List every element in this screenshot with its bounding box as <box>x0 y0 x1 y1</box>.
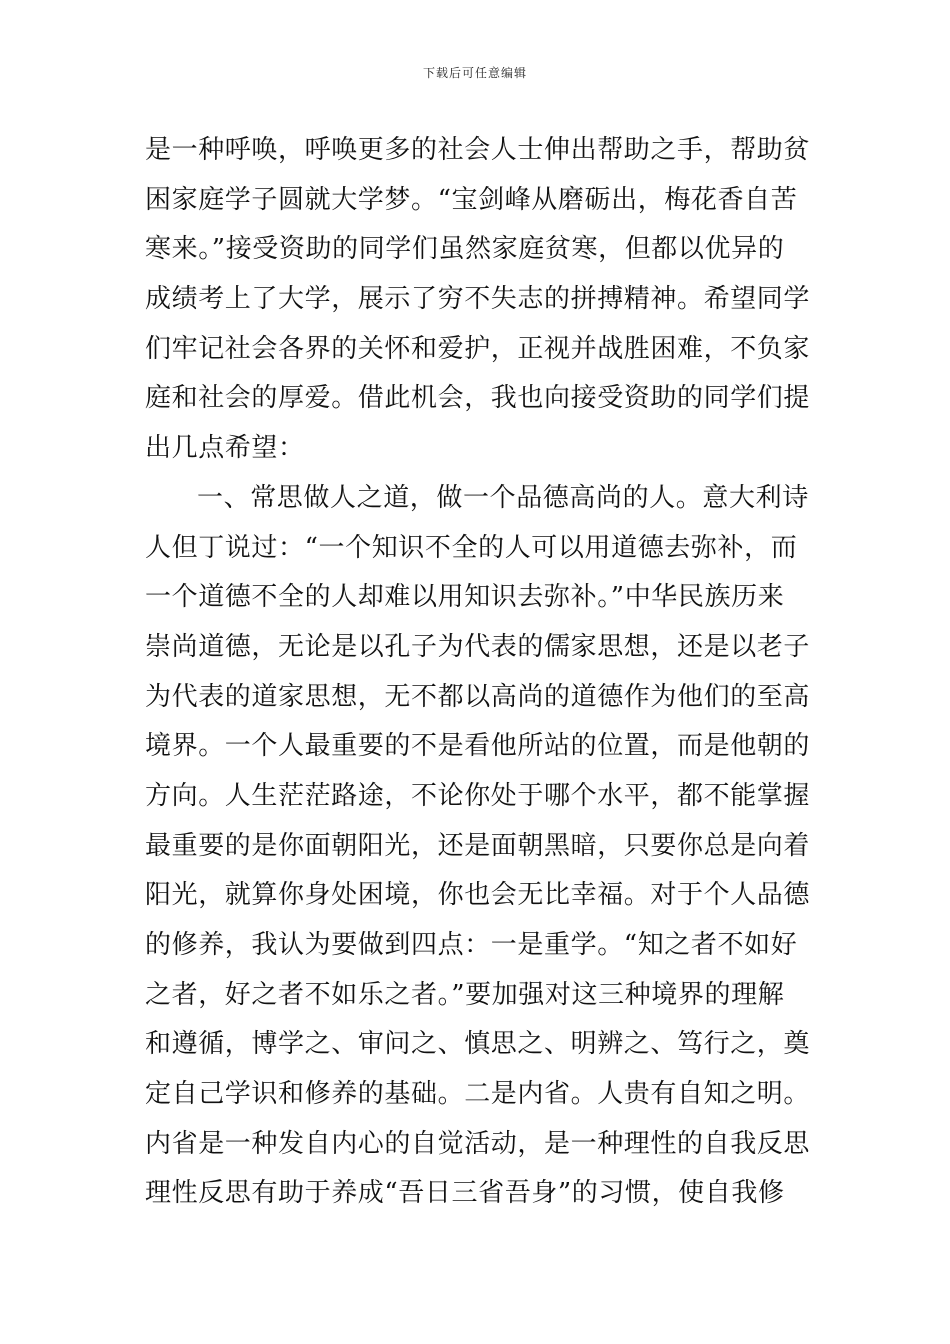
text-line: 阳光，就算你身处困境，你也会无比幸福。对于个人品德 <box>145 880 811 911</box>
text-line: 境界。一个人最重要的不是看他所站的位置，而是他朝的 <box>145 731 811 762</box>
text-line: 一、常思做人之道，做一个品德高尚的人。意大利诗 <box>197 482 809 513</box>
text-line: 崇尚道德，无论是以孔子为代表的儒家思想，还是以老子 <box>145 631 811 662</box>
text-line: 寒来。”接受资助的同学们虽然家庭贫寒，但都以优异的 <box>145 234 785 265</box>
text-line: 和遵循，博学之、审问之、慎思之、明辨之、笃行之，奠 <box>145 1029 811 1060</box>
text-line: 方向。人生茫茫路途，不论你处于哪个水平，都不能掌握 <box>145 780 811 811</box>
text-line: 为代表的道家思想，无不都以高尚的道德作为他们的至高 <box>145 681 811 712</box>
text-line: 成绩考上了大学，展示了穷不失志的拼搏精神。希望同学 <box>145 284 811 315</box>
text-line: 是一种呼唤，呼唤更多的社会人士伸出帮助之手，帮助贫 <box>145 135 811 165</box>
text-line: 庭和社会的厚爱。借此机会，我也向接受资助的同学们提 <box>145 383 811 414</box>
text-line: 出几点希望： <box>145 433 305 464</box>
text-line: 最重要的是你面朝阳光，还是面朝黑暗，只要你总是向着 <box>145 830 811 861</box>
text-line: 之者，好之者不如乐之者。”要加强对这三种境界的理解 <box>145 979 785 1010</box>
text-line: 困家庭学子圆就大学梦。“宝剑峰从磨砺出，梅花香自苦 <box>145 184 798 215</box>
text-line: 一个道德不全的人却难以用知识去弥补。”中华民族历来 <box>145 582 785 613</box>
text-line: 理性反思有助于养成“吾日三省吾身”的习惯，使自我修 <box>145 1178 785 1209</box>
text-line: 人但丁说过：“一个知识不全的人可以用道德去弥补，而 <box>145 532 798 563</box>
text-line: 们牢记社会各界的关怀和爱护，正视并战胜困难，不负家 <box>145 333 811 364</box>
text-line: 定自己学识和修养的基础。二是内省。人贵有自知之明。 <box>145 1079 811 1110</box>
page-header: 下载后可任意编辑 <box>422 66 527 80</box>
document-body <box>145 126 815 1219</box>
text-line: 的修养，我认为要做到四点：一是重学。“知之者不如好 <box>145 930 798 960</box>
text-line: 内省是一种发自内心的自觉活动，是一种理性的自我反思 <box>145 1128 811 1159</box>
